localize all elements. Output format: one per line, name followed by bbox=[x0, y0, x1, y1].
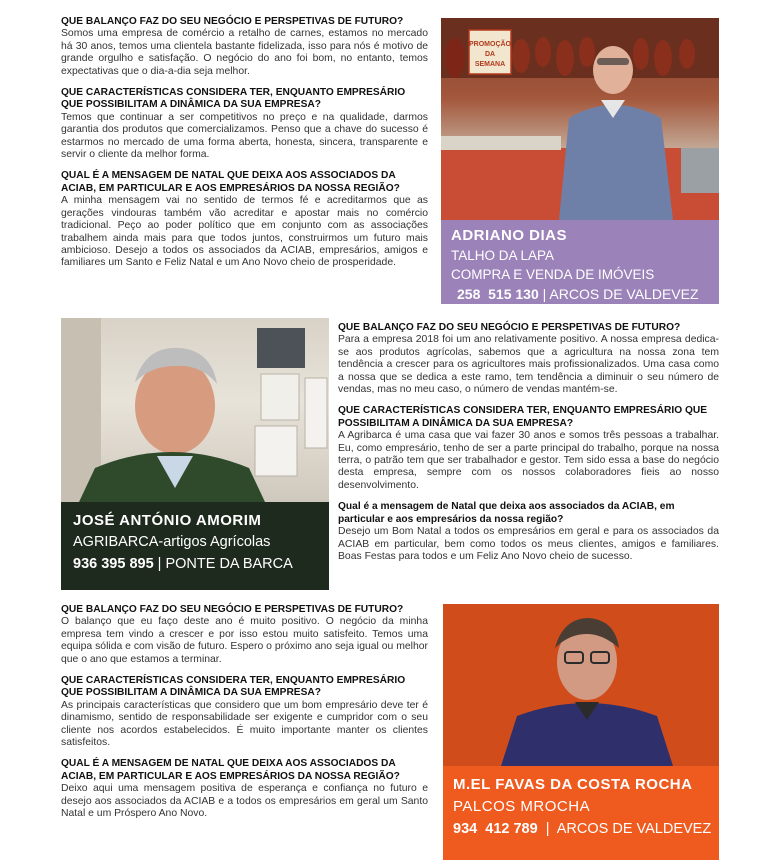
caption-place: ARCOS DE VALDEVEZ bbox=[556, 821, 712, 837]
question-balance: QUE BALANÇO FAZ DO SEU NEGÓCIO E PERSPETIVAS DE FUTURO? bbox=[61, 16, 404, 27]
caption-favas-da-costa-rocha bbox=[443, 766, 719, 860]
caption-contact: 258 515 130 | ARCOS DE VALDEVEZ bbox=[457, 286, 699, 302]
answer-characteristics: Temos que continuar a ser competitivos no preço e na qualidade, darmos garantia dos produtos que comercializamos. Penso que a chave do sucesso é estarmos no mercado de uma forma aberta, honesta, sincera, transparente e servir o cliente da melhor forma. bbox=[61, 111, 428, 161]
interview-2-text bbox=[338, 322, 719, 572]
caption-adriano-dias bbox=[441, 220, 719, 304]
answer-characteristics: As principais características que considero que um bom empresário deve ter é dinamismo, sentido de responsabilidade ser exigente e cumpridor com o seu cliente nos acordos estabelecidos. É muito importante manter os clientes satisfeitos. bbox=[61, 699, 428, 749]
butcher-shop-illustration bbox=[441, 18, 719, 220]
caption-name: M.EL FAVAS DA COSTA ROCHA bbox=[453, 776, 693, 793]
answer-balance: Somos uma empresa de comércio a retalho de carnes, estamos no mercado há 30 anos, temos uma clientela bastante fidelizada, isso para nós é motivo de grande orgulho e satisfação. O negócio do ano foi bom, no entanto, temos expectativas que o dia-a-dia seja melhor. bbox=[61, 28, 428, 77]
question-characteristics: QUE CARACTERÍSTICAS CONSIDERA TER, ENQUANTO EMPRESÁRIO QUE POSSIBILITAM A DINÂMICA DA SUA EMPRESA? bbox=[61, 675, 406, 699]
caption-phone: 936 395 895 bbox=[73, 556, 154, 572]
question-christmas: QUAL É A MENSAGEM DE NATAL QUE DEIXA AOS ASSOCIADOS DA ACIAB, EM PARTICULAR E AOS EMPRESÁRIOS DA NOSSA REGIÃO? bbox=[61, 758, 400, 782]
question-characteristics: QUE CARACTERÍSTICAS CONSIDERA TER, ENQUANTO EMPRESÁRIO QUE POSSIBILITAM A DINÂMICA DA SUA EMPRESA? bbox=[61, 87, 406, 111]
caption-phone: 258 515 130 bbox=[457, 286, 539, 302]
answer-christmas: Desejo um Bom Natal a todos os empresários em geral e para os associados da ACIAB em particular, bem como todos os meus clientes, amigos e familiares. Boas Festas para todos e um Feliz Ano Novo cheio de sucesso. bbox=[338, 526, 719, 562]
caption-business-2: COMPRA E VENDA DE IMÓVEIS bbox=[451, 267, 655, 282]
caption-place: ARCOS DE VALDEVEZ bbox=[549, 286, 699, 302]
caption-place: PONTE DA BARCA bbox=[165, 556, 293, 572]
caption-business: AGRIBARCA-artigos Agrícolas bbox=[73, 534, 271, 550]
answer-christmas: A minha mensagem vai no sentido de termos fé e acreditarmos que as gerações vindouras também vão acreditar e apostar mais no comércio tradicional. Peço ao poder político que em conjunto com as associações trabalhem ainda mais para que todos juntos, construirmos um futuro mais ambicioso. Desejo a todos os associados da ACIAB, empresários, amigos e familiares um Santo e Feliz Natal e um Ano Novo cheio de prosperidade. bbox=[61, 195, 428, 269]
answer-balance: Para a empresa 2018 foi um ano relativamente positivo. A nossa empresa dedica-se aos produtos agrícolas, sabemos que a agricultura na nossa zona tem tendência a crescer para os agricultores mais profissionalizados. Uma casa como a nossa que se dedica a este ramo, tem tendência a diminuir o seu número de vendas, mas no meu caso, o número de vendas mantém-se. bbox=[338, 334, 719, 396]
caption-contact: 936 395 895 | PONTE DA BARCA bbox=[73, 556, 293, 572]
question-characteristics: QUE CARACTERÍSTICAS CONSIDERA TER, ENQUANTO EMPRESÁRIO QUE POSSIBILITAM A DINÂMICA DA SUA EMPRESA? bbox=[338, 405, 708, 429]
interview-3-text bbox=[61, 604, 428, 830]
question-balance: QUE BALANÇO FAZ DO SEU NEGÓCIO E PERSPETIVAS DE FUTURO? bbox=[61, 604, 404, 615]
promo-sign-text: PROMOÇÃO bbox=[469, 41, 511, 48]
interview-1-text bbox=[61, 16, 428, 279]
answer-balance: O balanço que eu faço deste ano é muito positivo. O negócio da minha empresa tem vindo a crescer e por isso estou muito satisfeito. Temos uma equipa sólida e com visão de futuro. Espero o próximo ano seja igual ou melhor que o ano que estamos a terminar. bbox=[61, 616, 428, 665]
caption-contact: 934 412 789 | ARCOS DE VALDEVEZ bbox=[453, 821, 712, 837]
question-christmas: Qual é a mensagem de Natal que deixa aos associados da ACIAB, em particular e aos empresários da nossa região? bbox=[338, 501, 675, 525]
photo-adriano-dias bbox=[441, 18, 719, 220]
caption-business: PALCOS MROCHA bbox=[453, 798, 591, 815]
office-portrait-illustration bbox=[61, 318, 329, 502]
caption-name: JOSÉ ANTÓNIO AMORIM bbox=[73, 512, 262, 529]
caption-jose-antonio-amorim bbox=[61, 502, 329, 590]
answer-christmas: Deixo aqui uma mensagem positiva de esperança e confiança no futuro e desejo aos associados da ACIAB e a todos os empresários em geral um Santo Natal e um Próspero Ano Novo. bbox=[61, 783, 428, 820]
orange-wall-portrait-illustration bbox=[443, 604, 719, 766]
caption-phone: 934 412 789 bbox=[453, 821, 538, 837]
answer-characteristics: A Agribarca é uma casa que vai fazer 30 anos e somos três pessoas a trabalhar. Eu, como empresário, tenho de ser a parte principal do trabalho, porque na nossa terra, o patrão tem que ser trabalhador e gestor. Tem sido essa a base do negócio desta empresa, sempre com os nossos colaboradores fieis ao nosso desenvolvimento. bbox=[338, 430, 719, 491]
question-balance: QUE BALANÇO FAZ DO SEU NEGÓCIO E PERSPETIVAS DE FUTURO? bbox=[338, 322, 681, 333]
photo-favas-da-costa-rocha bbox=[443, 604, 719, 766]
photo-jose-antonio-amorim bbox=[61, 318, 329, 502]
caption-business: TALHO DA LAPA bbox=[451, 248, 555, 263]
svg-text:DA: DA bbox=[484, 51, 496, 58]
question-christmas: QUAL É A MENSAGEM DE NATAL QUE DEIXA AOS ASSOCIADOS DA ACIAB, EM PARTICULAR E AOS EMPRESÁRIOS DA NOSSA REGIÃO? bbox=[61, 170, 400, 194]
caption-name: ADRIANO DIAS bbox=[451, 227, 568, 244]
svg-text:SEMANA: SEMANA bbox=[474, 61, 506, 68]
